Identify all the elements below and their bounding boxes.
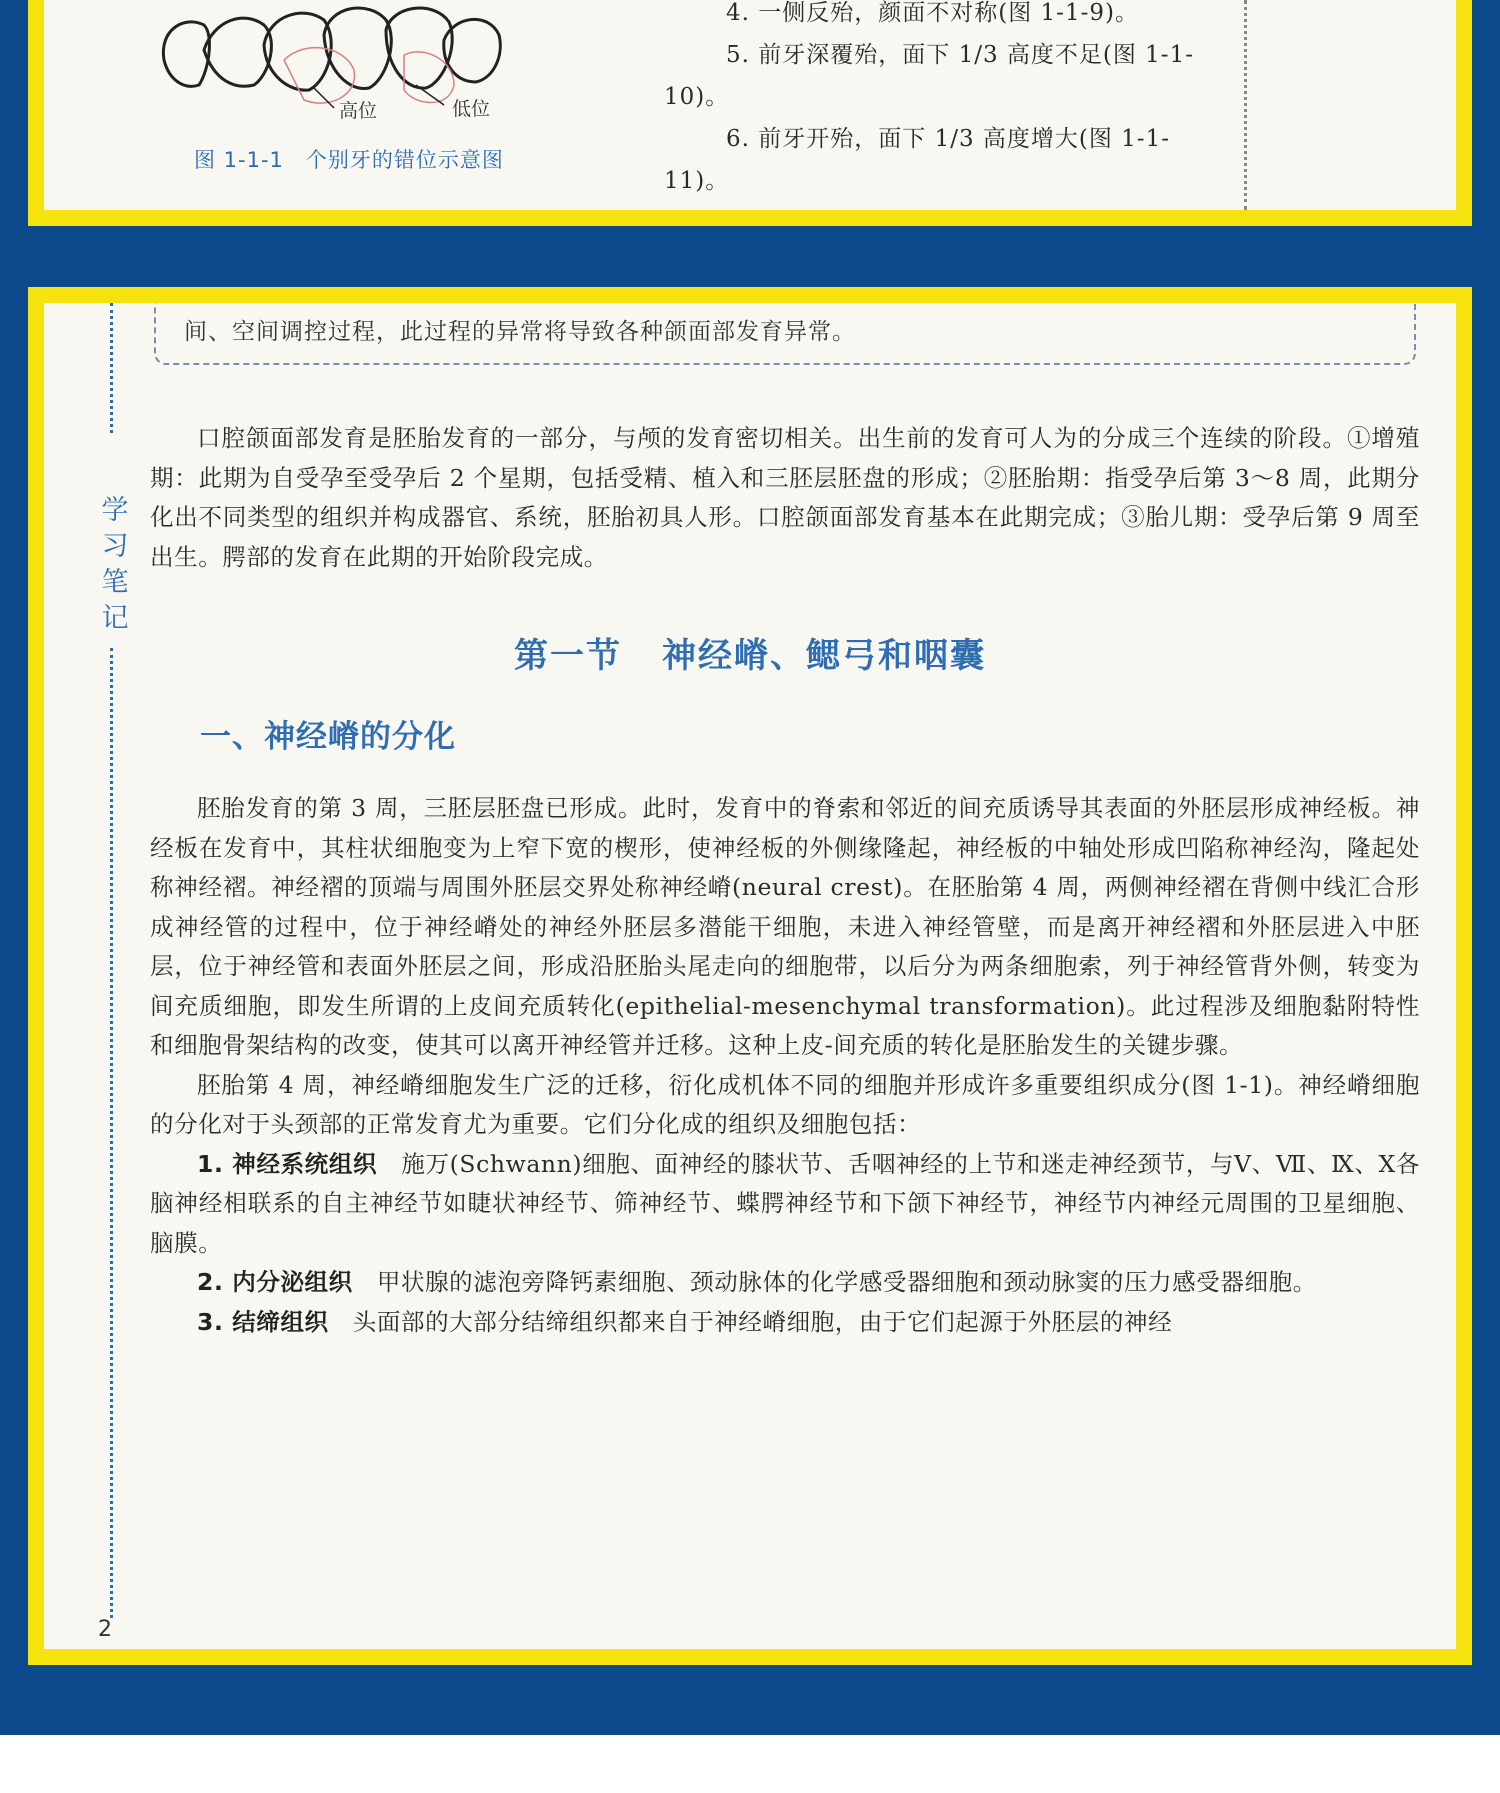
list-item: 4. 一侧反殆，颜面不对称(图 1-1-9)。 [726, 0, 1139, 26]
notes-margin-line-bottom [110, 648, 113, 1618]
subsection-title: 一、神经嵴的分化 [200, 719, 456, 755]
item-text: 甲状腺的滤泡旁降钙素细胞、颈动脉体的化学感受器细胞和颈动脉窦的压力感受器细胞。 [376, 1268, 1317, 1296]
list-item: 5. 前牙深覆殆，面下 1/3 高度不足(图 1-1- [726, 42, 1194, 68]
summary-text: 间、空间调控过程，此过程的异常将导致各种颌面部发育异常。 [184, 319, 856, 345]
item-title: 1. 神经系统组织 [197, 1149, 378, 1178]
body-paragraphs [150, 789, 1420, 1342]
notes-margin-line [1244, 0, 1247, 210]
study-notes-label [100, 493, 130, 637]
paragraph: 胚胎第 4 周，神经嵴细胞发生广泛的迁移，衍化成机体不同的细胞并形成许多重要组织成分(图 1-1)。神经嵴细胞的分化对于头颈部的正常发育尤为重要。它们分化成的组织及细胞包括： [150, 1070, 1420, 1138]
label-high-position: 高位 [339, 100, 378, 122]
section-title [44, 628, 1456, 677]
top-page [44, 0, 1456, 210]
side-note-char: 笔 [101, 567, 129, 598]
label-low-position: 低位 [452, 98, 491, 120]
list-item [150, 1263, 1420, 1303]
paragraph: 胚胎发育的第 3 周，三胚层胚盘已形成。此时，发育中的脊索和邻近的间充质诱导其表面的外胚层形成神经板。神经板在发育中，其柱状细胞变为上窄下宽的楔形，使神经板的外侧缘隆起，神经板的中轴处形成凹陷称神经沟，隆起处称神经褶。神经褶的顶端与周围外胚层交界处称神经嵴(neural crest)。在胚胎第 4 周，两侧神经褶在背侧中线汇合形成神经管的过程中，位于神经嵴处的神经外胚层多潜能干细胞，未进入神经管壁，而是离开神经褶和外胚层进入中胚层，位于神经管和表面外胚层之间，形成沿胚胎头尾走向的细胞带，以后分为两条细胞索，列于神经管背外侧，转变为间充质细胞，即发生所谓的上皮间充质转化(epithelial-mesenchymal transformation)。此过程涉及细胞黏附特性和细胞骨架结构的改变，使其可以离开神经管并迁移。这种上皮-间充质的转化是胚胎发生的关键步骤。 [150, 794, 1420, 1059]
section-title-text: 神经嵴、鳃弓和咽囊 [662, 636, 986, 676]
list-item: 11)。 [664, 168, 730, 194]
section-number: 第一节 [514, 636, 622, 676]
figure-caption: 图 1-1-1 个别牙的错位示意图 [194, 148, 504, 172]
list-item: 10)。 [664, 84, 730, 110]
list-item [150, 1145, 1420, 1264]
notes-margin-line-top [110, 303, 113, 433]
side-note-char: 记 [101, 603, 129, 634]
side-note-char: 习 [101, 531, 129, 562]
item-text: 头面部的大部分结缔组织都来自于神经嵴细胞，由于它们起源于外胚层的神经 [352, 1307, 1173, 1336]
list-item: 6. 前牙开殆，面下 1/3 高度增大(图 1-1- [726, 126, 1170, 152]
main-page [44, 303, 1456, 1649]
top-page-frame [28, 0, 1472, 226]
list-item [150, 1303, 1420, 1343]
side-note-char: 学 [101, 495, 129, 526]
item-title: 2. 内分泌组织 [197, 1268, 353, 1296]
item-text: 施万(Schwann)细胞、面神经的膝状节、舌咽神经的上节和迷走神经颈节，与Ⅴ、Ⅶ、Ⅸ、Ⅹ各脑神经相联系的自主神经节如睫状神经节、筛神经节、蝶腭神经节和下颌下神经节，神经节内神经元周围的卫星细胞、脑膜。 [150, 1149, 1420, 1257]
intro-paragraph [150, 419, 1420, 577]
page-number: 2 [98, 1617, 112, 1642]
main-page-frame [28, 287, 1472, 1665]
paragraph: 口腔颌面部发育是胚胎发育的一部分，与颅的发育密切相关。出生前的发育可人为的分成三个连续的阶段。①增殖期：此期为自受孕至受孕后 2 个星期，包括受精、植入和三胚层胚盘的形成；②胚胎期：指受孕后第 3～8 周，此期分化出不同类型的组织并构成器官、系统，胚胎初具人形。口腔颌面部发育基本在此期完成；③胎儿期：受孕后第 9 周至出生。腭部的发育在此期的开始阶段完成。 [150, 424, 1420, 571]
item-title: 3. 结缔组织 [197, 1307, 329, 1336]
